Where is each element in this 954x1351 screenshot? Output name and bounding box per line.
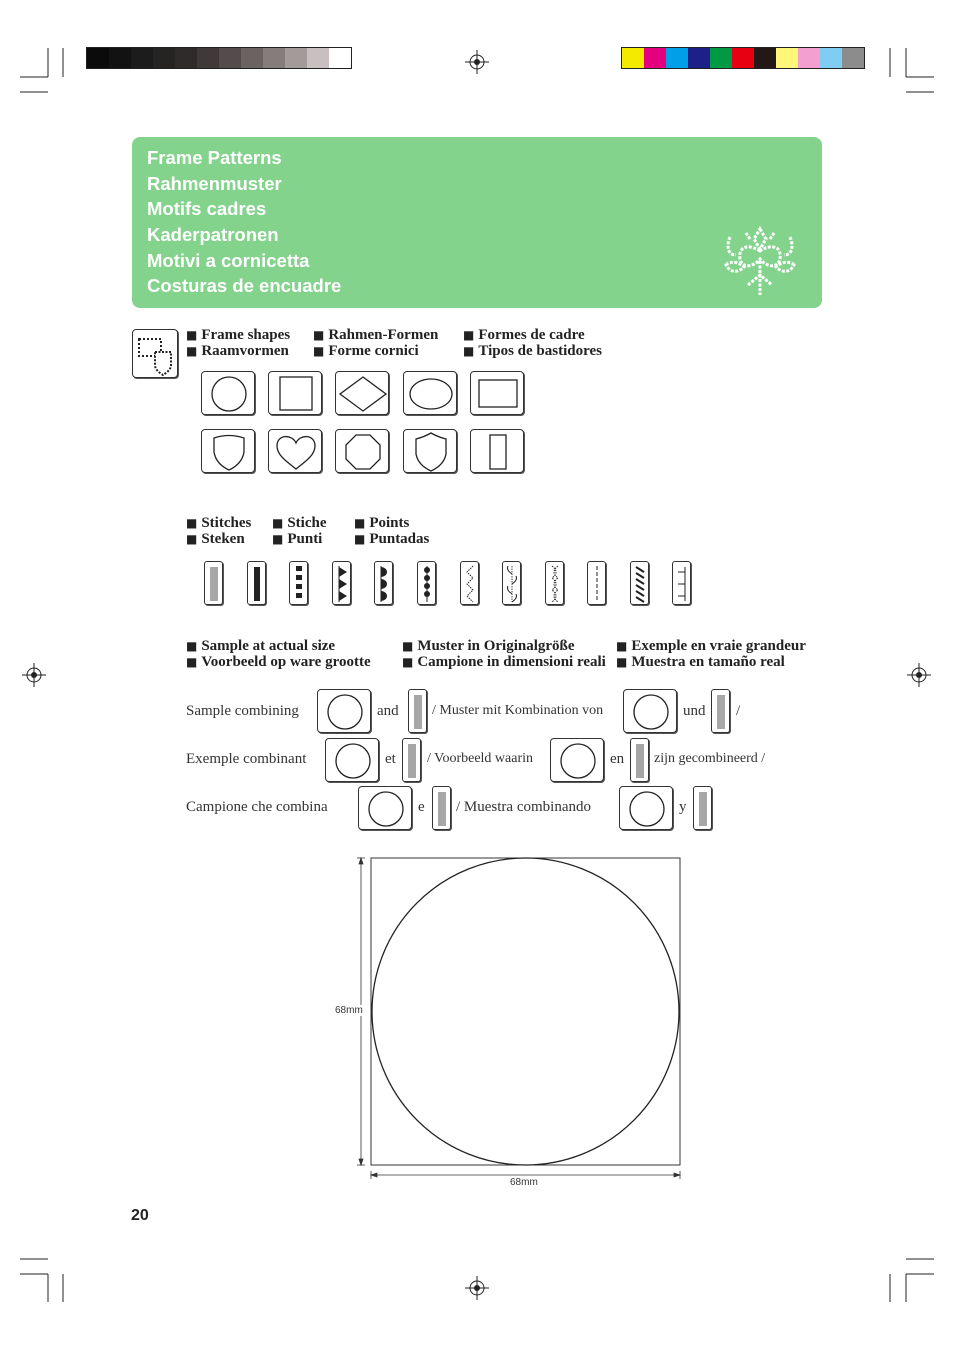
- satin-stitch-icon: [711, 689, 730, 733]
- label-campione-dimensioni-reali: ■ Campione in dimensioni reali: [402, 654, 606, 670]
- gray-swatch-0: [87, 48, 109, 68]
- gray-swatch-4: [175, 48, 197, 68]
- title-dutch: Kaderpatronen: [147, 224, 279, 245]
- pointed-shield-frame-icon: [403, 429, 457, 473]
- circle-frame-icon: [623, 689, 677, 733]
- leaf-stitch-icon: [502, 561, 521, 605]
- running-stitch-icon: [587, 561, 606, 605]
- color-swatch-10: [842, 48, 864, 68]
- color-swatch-2: [666, 48, 688, 68]
- color-swatch-5: [732, 48, 754, 68]
- title-banner: [132, 137, 822, 308]
- text-muster-mit-kombination: / Muster mit Kombination von: [432, 703, 604, 718]
- gray-swatch-10: [307, 48, 329, 68]
- color-swatch-1: [644, 48, 666, 68]
- rope-stitch-icon: [630, 561, 649, 605]
- gray-swatch-3: [153, 48, 175, 68]
- grayscale-bar: [86, 47, 352, 69]
- gray-swatch-5: [197, 48, 219, 68]
- triangle-stitch-icon: [332, 561, 351, 605]
- text-zijn-gecombineerd: zijn gecombineerd /: [654, 751, 766, 766]
- actual-size-sample: [350, 850, 690, 1180]
- label-muster-originalgroesse: ■ Muster in Originalgröße: [402, 638, 575, 654]
- dashed-block-stitch-icon: [289, 561, 308, 605]
- title-german: Rahmenmuster: [147, 173, 282, 194]
- gray-swatch-9: [285, 48, 307, 68]
- text-muestra-combinando: / Muestra combinando: [456, 799, 591, 815]
- oval-frame-icon: [403, 371, 457, 415]
- dimension-vertical: 68mm: [335, 1005, 363, 1016]
- tall-rectangle-frame-icon: [470, 429, 524, 473]
- text-voorbeeld-waarin: / Voorbeeld waarin: [427, 751, 534, 766]
- label-steken: ■ Steken: [186, 531, 245, 547]
- frame-pattern-key-icon: [132, 329, 178, 378]
- text-e: e: [418, 799, 425, 815]
- label-stitches: ■ Stitches: [186, 515, 252, 531]
- circle-frame-icon: [358, 786, 412, 830]
- satin-stitch-icon: [693, 786, 712, 830]
- bead-stitch-icon: [417, 561, 436, 605]
- circle-frame-icon: [201, 371, 255, 415]
- square-frame-icon: [268, 371, 322, 415]
- title-french: Motifs cadres: [147, 198, 267, 219]
- satin-stitch-icon: [204, 561, 223, 605]
- page-title: Frame Patterns: [147, 147, 282, 168]
- comb-stitch-icon: [672, 561, 691, 605]
- color-swatch-8: [798, 48, 820, 68]
- satin-stitch-icon: [630, 738, 649, 782]
- text-et: et: [385, 751, 396, 767]
- gray-swatch-6: [219, 48, 241, 68]
- circle-frame-icon: [550, 738, 604, 782]
- label-raamvormen: ■ Raamvormen: [186, 343, 289, 359]
- text-und: und: [683, 703, 706, 719]
- color-swatch-4: [710, 48, 732, 68]
- label-punti: ■ Punti: [272, 531, 323, 547]
- label-formes-de-cadre: ■ Formes de cadre: [463, 327, 585, 343]
- circle-frame-icon: [325, 738, 379, 782]
- satin-stitch-icon: [432, 786, 451, 830]
- octagon-frame-icon: [335, 429, 389, 473]
- shield-frame-icon: [201, 429, 255, 473]
- text-campione-che-combina: Campione che combina: [186, 799, 328, 815]
- text-slash: /: [736, 703, 741, 719]
- label-stiche: ■ Stiche: [272, 515, 327, 531]
- label-muestra-tamano-real: ■ Muestra en tamaño real: [616, 654, 785, 670]
- gray-swatch-11: [329, 48, 351, 68]
- label-exemple-vraie-grandeur: ■ Exemple en vraie grandeur: [616, 638, 806, 654]
- satin-stitch-icon: [408, 689, 427, 733]
- color-swatch-6: [754, 48, 776, 68]
- label-sample-actual-size: ■ Sample at actual size: [186, 638, 336, 654]
- gray-swatch-7: [241, 48, 263, 68]
- circle-frame-icon: [317, 689, 371, 733]
- label-voorbeeld-ware-grootte: ■ Voorbeeld op ware grootte: [186, 654, 371, 670]
- label-points: ■ Points: [354, 515, 410, 531]
- text-and: and: [377, 703, 399, 719]
- text-sample-combining: Sample combining: [186, 703, 299, 719]
- page-number: 20: [131, 1207, 149, 1224]
- color-swatch-7: [776, 48, 798, 68]
- dimension-horizontal: 68mm: [510, 1177, 538, 1188]
- label-tipos-de-bastidores: ■ Tipos de bastidores: [463, 343, 602, 359]
- circle-frame-icon: [619, 786, 673, 830]
- text-exemple-combinant: Exemple combinant: [186, 751, 307, 767]
- title-italian: Motivi a cornicetta: [147, 250, 310, 271]
- text-y: y: [679, 799, 687, 815]
- gray-swatch-8: [263, 48, 285, 68]
- solid-bar-stitch-icon: [247, 561, 266, 605]
- color-swatch-0: [622, 48, 644, 68]
- text-en: en: [610, 751, 625, 767]
- label-frame-shapes: ■ Frame shapes: [186, 327, 291, 343]
- label-rahmen-formen: ■ Rahmen-Formen: [313, 327, 439, 343]
- satin-stitch-icon: [402, 738, 421, 782]
- label-puntadas: ■ Puntadas: [354, 531, 430, 547]
- scallop-stitch-icon: [545, 561, 564, 605]
- color-swatch-3: [688, 48, 710, 68]
- rectangle-frame-icon: [470, 371, 524, 415]
- sample-frame-box: [371, 858, 680, 1165]
- zigzag-stitch-icon: [460, 561, 479, 605]
- diamond-frame-icon: [335, 371, 389, 415]
- color-swatch-9: [820, 48, 842, 68]
- half-circle-stitch-icon: [374, 561, 393, 605]
- title-spanish: Costuras de encuadre: [147, 275, 342, 296]
- flower-motif-icon: [720, 225, 800, 297]
- heart-frame-icon: [268, 429, 322, 473]
- color-bar: [621, 47, 865, 69]
- gray-swatch-1: [109, 48, 131, 68]
- gray-swatch-2: [131, 48, 153, 68]
- label-forme-cornici: ■ Forme cornici: [313, 343, 419, 359]
